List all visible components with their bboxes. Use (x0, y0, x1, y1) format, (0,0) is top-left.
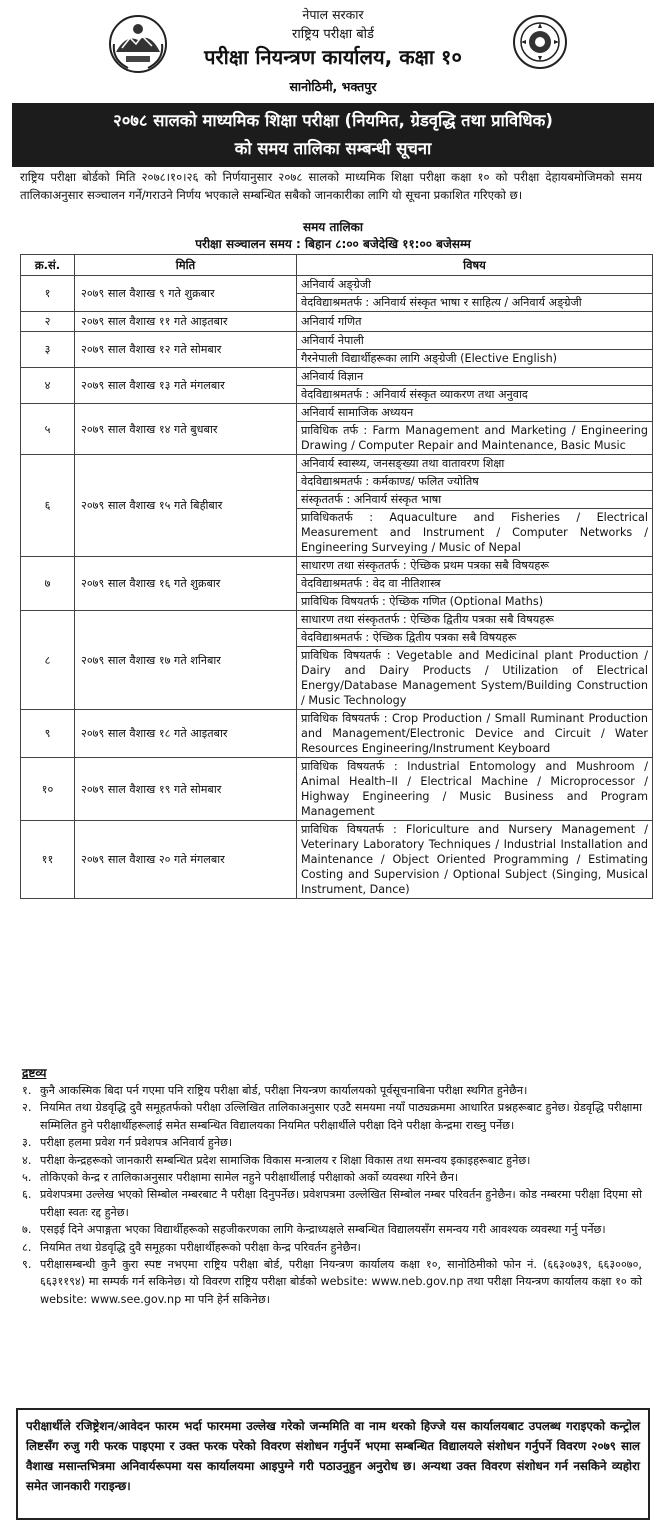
row-serial: ८ (21, 611, 75, 710)
row-subject: वेदविद्याश्रमतर्फ : वेद वा नीतिशास्त्र (297, 575, 653, 593)
list-item (22, 1152, 642, 1169)
row-subject: साधारण तथा संस्कृततर्फ : ऐच्छिक द्वितीय पत्रका सबै विषयहरू (297, 611, 653, 629)
list-item (22, 1099, 642, 1134)
govt-name: नेपाल सरकार (302, 7, 364, 22)
note-text: परीक्षा हलमा प्रवेश गर्न प्रवेशपत्र अनिवार्य हुनेछ। (40, 1136, 233, 1150)
row-serial: १ (21, 276, 75, 312)
note-text: नियमित तथा ग्रेडवृद्धि दुवै समूहका परीक्षार्थीहरूको परीक्षा केन्द्र परिवर्तन हुनेछैन। (40, 1240, 361, 1254)
row-subject: प्राविधिक विषयतर्फ : Crop Production / Small Ruminant Production and Management/Electronic Device and Circuit / Water Resources Engineering/Instrument Keyboard (297, 710, 653, 758)
row-subject: अनिवार्य नेपाली (297, 332, 653, 350)
note-text: प्रवेशपत्रमा उल्लेख भएको सिम्बोल नम्बरबाट नै परीक्षा दिनुपर्नेछ। प्रवेशपत्रमा उल्लेखित सिम्बोल नम्बर परिवर्तन हुनेछैन। कोड नम्बरमा परीक्षा दिएमा सो परीक्षा स्वतः रद्द हुनेछ। (40, 1188, 642, 1219)
row-subject: साधारण तथा संस्कृततर्फ : ऐच्छिक प्रथम पत्रका सबै विषयहरू (297, 557, 653, 575)
schedule-body (21, 276, 653, 899)
row-subject: वेदविद्याश्रमतर्फ : ऐच्छिक द्वितीय पत्रका सबै विषयहरू (297, 629, 653, 647)
exam-time: परीक्षा सञ्चालन समय : बिहान ८:०० बजेदेखि ११:०० बजेसम्म (195, 237, 471, 251)
row-subject: गैरनेपाली विद्यार्थीहरूका लागि अङ्ग्रेजी (Elective English) (297, 350, 653, 368)
table-row (21, 611, 653, 629)
table-row (21, 368, 653, 386)
row-serial: ९ (21, 710, 75, 758)
list-item (22, 1169, 642, 1186)
row-date: २०७९ साल वैशाख ११ गते आइतबार (75, 312, 297, 332)
note-text: परीक्षासम्बन्धी कुनै कुरा स्पष्ट नभएमा राष्ट्रिय परीक्षा बोर्ड, परीक्षा नियन्त्रण कार्यालय कक्षा १०, सानोठिमीको फोन नं. (६६३०७३९, ६६३००७०, ६६३११९४) मा सम्पर्क गर्न सकिनेछ। यो विवरण राष्ट्रिय परीक्षा बोर्डको website: www.neb.gov.np तथा परीक्षा नियन्त्रण कार्यालय कक्षा १० को website: www.see.gov.np मा पनि हेर्न सकिनेछ। (40, 1258, 642, 1306)
row-subject: प्राविधिक तर्फ : Farm Management and Marketing / Engineering Drawing / Computer Repair and Maintenance, Basic Music (297, 422, 653, 455)
note-text: कुनै आकस्मिक बिदा पर्न गएमा पनि राष्ट्रिय परीक्षा बोर्ड, परीक्षा नियन्त्रण कार्यालयको पूर्वसूचनाबिना परीक्षा स्थगित हुनेछैन। (40, 1084, 528, 1097)
row-serial: ७ (21, 557, 75, 611)
office-address: सानोठिमी, भक्तपुर (289, 79, 377, 94)
table-row (21, 821, 653, 899)
row-subject: वेदविद्याश्रमतर्फ : अनिवार्य संस्कृत व्याकरण तथा अनुवाद (297, 386, 653, 404)
note-number: १. (22, 1084, 32, 1097)
row-subject: अनिवार्य गणित (297, 312, 653, 332)
note-text: तोकिएको केन्द्र र तालिकाअनुसार परीक्षामा सामेल नहुने परीक्षार्थीलाई परीक्षाको अर्को व्यवस्था गरिने छैन। (40, 1171, 459, 1185)
note-number: ५. (22, 1171, 32, 1185)
row-subject: संस्कृततर्फ : अनिवार्य संस्कृत भाषा (297, 491, 653, 509)
office-name: परीक्षा नियन्त्रण कार्यालय, कक्षा १० (204, 45, 462, 69)
table-row (21, 455, 653, 473)
table-row (21, 332, 653, 350)
row-subject: वेदविद्याश्रमतर्फ : अनिवार्य संस्कृत भाषा र साहित्य / अनिवार्य अङ्ग्रेजी (297, 294, 653, 312)
row-serial: ३ (21, 332, 75, 368)
list-item (22, 1221, 642, 1238)
row-subject: अनिवार्य विज्ञान (297, 368, 653, 386)
row-subject: प्राविधिक विषयतर्फ : Vegetable and Medicinal plant Production / Dairy and Dairy Products / Utilization of Electrical Energy/Database Management System/Building Construction / Music Technology (297, 647, 653, 710)
row-subject: अनिवार्य अङ्ग्रेजी (297, 276, 653, 294)
row-serial: ४ (21, 368, 75, 404)
list-item (22, 1239, 642, 1256)
notice-title (12, 103, 654, 167)
note-number: ६. (22, 1188, 32, 1202)
col-header-subject: विषय (297, 255, 653, 276)
row-date: २०७९ साल वैशाख २० गते मंगलबार (75, 821, 297, 899)
row-date: २०७९ साल वैशाख १७ गते शनिबार (75, 611, 297, 710)
table-row (21, 758, 653, 821)
title-line-1: २०७८ सालको माध्यमिक शिक्षा परीक्षा (नियमित, ग्रेडवृद्धि तथा प्राविधिक) (113, 111, 553, 130)
table-row (21, 276, 653, 294)
row-serial: ५ (21, 404, 75, 455)
row-serial: १० (21, 758, 75, 821)
note-text: नियमित तथा ग्रेडवृद्धि दुवै समूहतर्फको परीक्षा उल्लिखित तालिकाअनुसार एउटै समयमा नयाँ पाठ्यक्रममा आधारित प्रश्नहरूबाट हुनेछ। ग्रेडवृद्धि परीक्षामा सम्मिलित हुने परीक्षार्थीहरूलाई समेत सम्बन्धित विद्यालयका नियमित परीक्षार्थीले परीक्षा दिने परीक्षा केन्द्रमा राख्नु पर्नेछ। (40, 1101, 642, 1132)
timetable-heading: समय तालिका (303, 220, 363, 234)
title-line-2: को समय तालिका सम्बन्धी सूचना (234, 139, 432, 158)
col-header-sn: क्र.सं. (21, 255, 75, 276)
row-date: २०७९ साल वैशाख १२ गते सोमबार (75, 332, 297, 368)
note-number: ७. (22, 1223, 32, 1237)
row-date: २०७९ साल वैशाख १६ गते शुक्रबार (75, 557, 297, 611)
schedule-table (20, 254, 653, 899)
row-date: २०७९ साल वैशाख १४ गते बुधबार (75, 404, 297, 455)
notes-list (22, 1082, 642, 1308)
row-subject: प्राविधिक विषयतर्फ : Floriculture and Nursery Management / Veterinary Laboratory Techniques / Industrial Installation and Maintenance / Object Oriented Programming / Estimating Costing and Supervision / Optional Subject (Singing, Musical Instrument, Dance) (297, 821, 653, 899)
note-number: ९. (22, 1258, 32, 1272)
row-date: २०७९ साल वैशाख १९ गते सोमबार (75, 758, 297, 821)
note-number: २. (22, 1101, 32, 1115)
table-row (21, 557, 653, 575)
row-serial: २ (21, 312, 75, 332)
row-serial: ६ (21, 455, 75, 557)
col-header-date: मिति (75, 255, 297, 276)
board-name: राष्ट्रिय परीक्षा बोर्ड (292, 27, 374, 42)
row-subject: प्राविधिकतर्फ : Aquaculture and Fisheries / Electrical Measurement and Instrument / Computer Networks / Engineering Surveying / Music of Nepal (297, 509, 653, 557)
row-subject: अनिवार्य सामाजिक अध्ययन (297, 404, 653, 422)
table-row (21, 404, 653, 422)
row-serial: ११ (21, 821, 75, 899)
note-number: ३. (22, 1136, 32, 1150)
note-text: एसइई दिने अपाङ्गता भएका विद्यार्थीहरूको सहजीकरणका लागि केन्द्राध्यक्षले सम्बन्धित विद्यालयसँग समन्वय गरी आवश्यक व्यवस्था गर्नु पर्नेछ। (40, 1223, 606, 1237)
list-item (22, 1134, 642, 1151)
notes-heading: द्रष्टव्य (22, 1066, 47, 1080)
row-subject: अनिवार्य स्वास्थ्य, जनसङ्ख्या तथा वातावरण शिक्षा (297, 455, 653, 473)
list-item (22, 1082, 642, 1099)
row-subject: वेदविद्याश्रमतर्फ : कर्मकाण्ड/ फलित ज्योतिष (297, 473, 653, 491)
note-number: ८. (22, 1240, 32, 1254)
table-row (21, 312, 653, 332)
row-subject: प्राविधिक विषयतर्फ : ऐच्छिक गणित (Optional Maths) (297, 593, 653, 611)
row-date: २०७९ साल वैशाख १५ गते बिहीबार (75, 455, 297, 557)
row-date: २०७९ साल वैशाख १८ गते आइतबार (75, 710, 297, 758)
note-text: परीक्षा केन्द्रहरूको जानकारी सम्बन्धित प्रदेश सामाजिक विकास मन्त्रालय र शिक्षा विकास तथा समन्वय इकाइहरूबाट हुनेछ। (40, 1153, 531, 1167)
table-header-row (21, 255, 653, 276)
table-row (21, 710, 653, 758)
final-notice: परीक्षार्थीले रजिष्ट्रेशन/आवेदन फारम भर्दा फारममा उल्लेख गरेको जन्ममिति वा नाम थरको हिज्जे यस कार्यालयबाट उपलब्ध गराइएको कन्ट्रोल लिष्टसँग रुजु गरी फरक पाइएमा र उक्त फरक परेको विवरण संशोधन गर्नुपर्ने भएमा सम्बन्धित विद्यालयले संशोधन गर्नुपर्ने विवरण २०७९ साल वैशाख मसान्तभित्रमा अनिवार्यरूपमा यस कार्यालयमा आइपुग्ने गरी पठाउनुहुन अनुरोध छ। अन्यथा उक्त विवरण संशोधन गर्न नसकिने व्यहोरा समेत जानकारी गराइन्छ। (16, 1408, 650, 1520)
row-date: २०७९ साल वैशाख ९ गते शुक्रबार (75, 276, 297, 312)
header (0, 0, 666, 103)
intro-paragraph: राष्ट्रिय परीक्षा बोर्डको मिति २०७८।१०।२६ को निर्णयानुसार २०७८ सालको माध्यमिक शिक्षा परीक्षा कक्षा १० को परीक्षा देहायबमोजिमको समय तालिकाअनुसार सञ्चालन गर्ने/गराउने निर्णय भएकाले सम्बन्धित सबैको जानकारीका लागि यो सूचना प्रकाशित गरिएको छ। (20, 170, 642, 202)
list-item (22, 1186, 642, 1221)
list-item (22, 1256, 642, 1308)
note-number: ४. (22, 1153, 32, 1167)
row-date: २०७९ साल वैशाख १३ गते मंगलबार (75, 368, 297, 404)
row-subject: प्राविधिक विषयतर्फ : Industrial Entomology and Mushroom / Animal Health–II / Electrical Machine / Microprocessor / Highway Engineering / Music Business and Program Management (297, 758, 653, 821)
